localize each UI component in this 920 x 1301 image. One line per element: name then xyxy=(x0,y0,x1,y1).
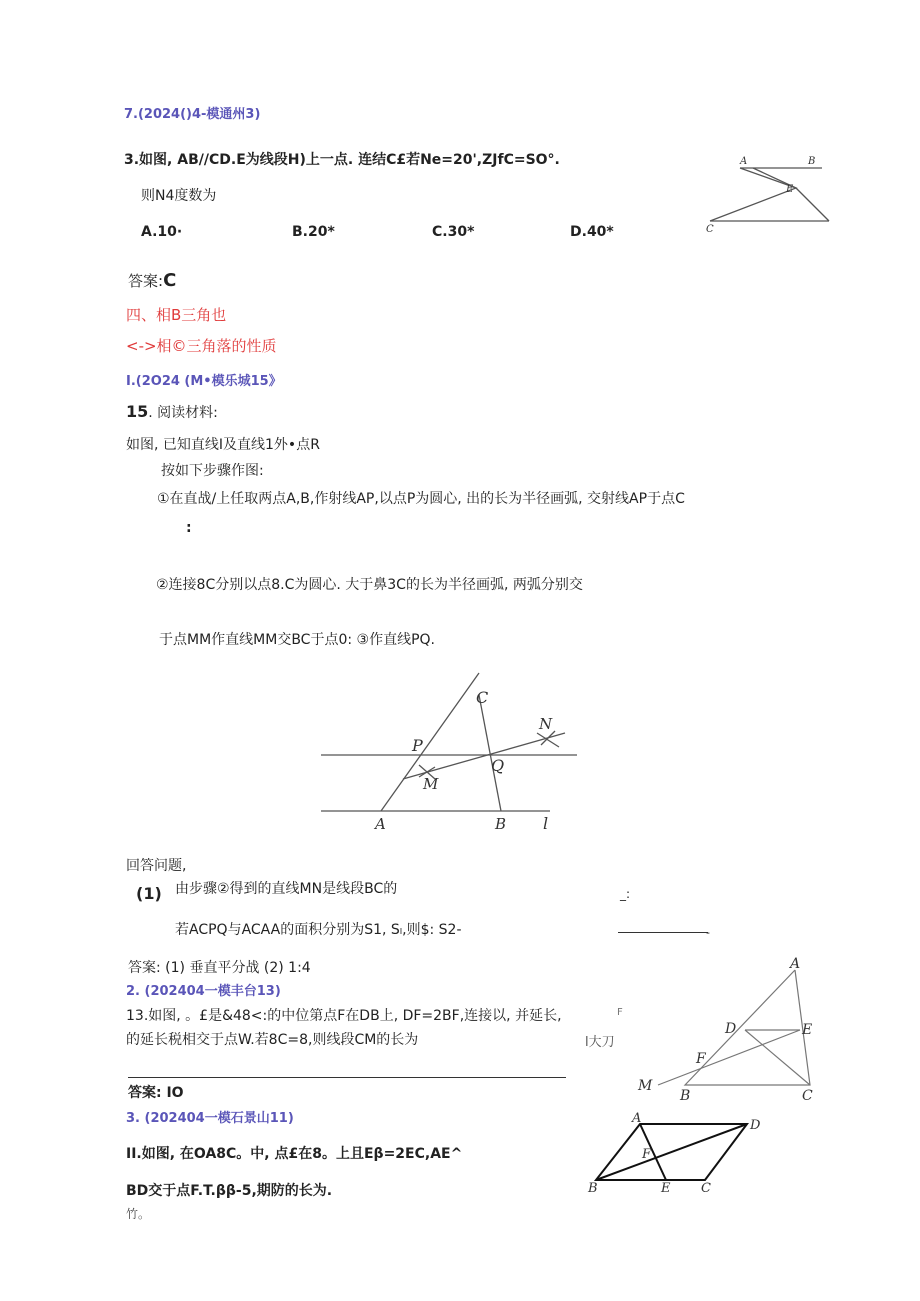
q15-step2-line2: 于点MM作直线MM交BC于点0: ③作直线PQ. xyxy=(159,632,435,648)
fig2-label-m: M xyxy=(423,775,439,793)
fig4-label-c: C xyxy=(701,1181,711,1196)
fig4-label-d: D xyxy=(750,1118,761,1133)
q15-step2-line1: ②连接8C分别以点8.C为圆心. 大于鼻3C的长为半径画弧, 两弧分别交 xyxy=(156,577,583,593)
fig3-label-b: B xyxy=(680,1088,691,1104)
fig2-label-l: l xyxy=(543,814,549,833)
q15-number: 15 xyxy=(126,402,149,421)
fig1-label-b: B xyxy=(808,156,816,167)
fig3-label-d: D xyxy=(725,1021,737,1037)
fig4-label-b: B xyxy=(588,1181,598,1196)
margin-mark-2: - xyxy=(706,926,710,939)
fig2-label-q: Q xyxy=(491,756,505,775)
q11-line2: BD交于点F.T.ββ-5,期防的长为. xyxy=(126,1183,333,1199)
fig2-label-n: N xyxy=(539,715,553,733)
q15-sub2-text: 若ACPQ与ACAA的面积分别为S1, Sₗ,则$: S2- xyxy=(175,922,462,938)
fig3-label-c: C xyxy=(802,1088,813,1104)
fig4-label-a: A xyxy=(632,1111,642,1126)
fig2-label-p: P xyxy=(412,736,423,755)
q3-answer-value: C xyxy=(163,270,177,291)
q15-source: I.(2O24 (M•模乐城15》 xyxy=(126,374,282,389)
q13-margin-mark: F xyxy=(617,1007,623,1018)
answer-blank-line xyxy=(618,932,708,933)
q15-step1: ①在直战/上任取两点A,B,作射线AP,以点P为圆心, 出的长为半径画弧, 交射线AP于点C xyxy=(157,491,685,507)
q3-option-c: C.30* xyxy=(432,224,475,240)
fig3-label-e: E xyxy=(802,1022,813,1038)
figure-construction xyxy=(315,665,585,840)
fig3-label-f: F xyxy=(696,1051,706,1067)
q15-step1-tail: : xyxy=(186,520,192,536)
fig3-label-a: A xyxy=(790,956,801,972)
fig4-label-f: F xyxy=(642,1147,652,1162)
q11-line1: II.如图, 在OA8C。中, 点£在8。上且Eβ=2EC,AE^ xyxy=(126,1146,463,1162)
figure-parallel-lines xyxy=(700,150,835,240)
margin-mark-1: _: xyxy=(620,887,631,901)
q3-option-d: D.40* xyxy=(570,224,614,240)
fig3-label-m: M xyxy=(638,1078,653,1094)
fig2-label-c: C xyxy=(476,688,489,707)
fig1-label-a: A xyxy=(740,156,748,167)
q13-line2: 的延长税相交于点W.若8C=8,则线段CM的长为 xyxy=(126,1032,419,1048)
subsection-heading: <->相©三角落的性质 xyxy=(126,337,277,355)
q3-answer xyxy=(128,272,176,290)
q15-answer: 答案: (1) 垂直平分战 (2) 1:4 xyxy=(128,960,311,976)
fig2-label-a: A xyxy=(375,815,386,833)
q15-sub1-text: 由步骤②得到的直线MN是线段BC的 xyxy=(175,881,398,897)
fig1-label-e: E xyxy=(786,184,794,195)
q3-question: 则N4度数为 xyxy=(141,188,217,204)
q13-source: 2. (202404一模丰台13) xyxy=(126,984,281,999)
q11-cut-text: 竹。 xyxy=(126,1207,151,1221)
q15-steps-intro: 按如下步骤作图: xyxy=(161,463,264,479)
q13-margin-text: l大刀 xyxy=(585,1035,615,1050)
q7-source: 7.(2024()4-模通州3) xyxy=(124,107,261,122)
section-heading: 四、相B三角也 xyxy=(126,306,227,324)
figure-parallelogram xyxy=(582,1110,772,1200)
figure-midline-triangle xyxy=(630,955,830,1105)
fig1-label-c: C xyxy=(706,224,714,235)
q13-answer: 答案: IO xyxy=(128,1085,184,1101)
q15-title-text: . 阅读材料: xyxy=(148,405,218,421)
q3-option-a: A.10· xyxy=(141,224,183,240)
q3-answer-label: 答案: xyxy=(128,272,164,290)
q15-title xyxy=(126,403,218,422)
q13-line1: 13.如图, 。£是&48<:的中位第点F在DB上, DF=2BF,连接以, 并延长, xyxy=(126,1008,562,1024)
q13-answer-blank xyxy=(128,1077,566,1078)
q11-source: 3. (202404一模石景山11) xyxy=(126,1111,294,1126)
q15-answer-prompt: 回答问题, xyxy=(126,858,187,874)
fig2-label-b: B xyxy=(495,815,507,833)
q3-stem: 3.如图, AB//CD.E为线段H)上一点. 连结C£若Ne=20',ZJfC=SO°. xyxy=(124,152,560,168)
q15-sub1-number: (1) xyxy=(136,884,162,903)
fig4-label-e: E xyxy=(661,1181,671,1196)
q15-intro: 如图, 已知直线I及直线1外•点R xyxy=(126,437,320,453)
q3-option-b: B.20* xyxy=(292,224,335,240)
